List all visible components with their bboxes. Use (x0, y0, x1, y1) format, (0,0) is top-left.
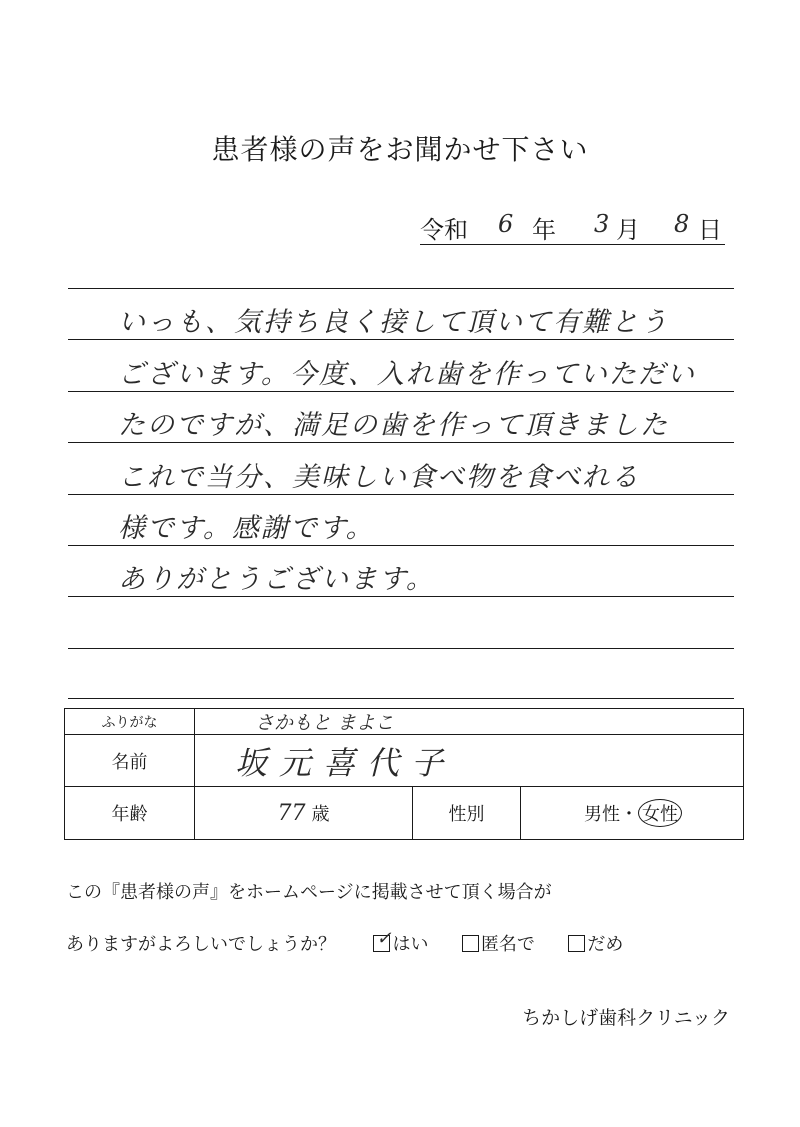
comment-area (68, 288, 734, 699)
check-mark-icon: ✓ (376, 928, 392, 949)
gender-options (521, 787, 745, 839)
date-year-value: 6 (498, 210, 514, 238)
consent-question-line1: この『患者様の声』をホームページに掲載させて頂く場合が (66, 882, 552, 903)
age-unit: 歳 (311, 804, 330, 825)
option-yes-label: はい (392, 934, 429, 955)
name-value: 坂元喜代子 (235, 743, 456, 782)
gender-female-selected: 女性 (638, 799, 682, 827)
comment-line (68, 442, 734, 493)
age-gender-row (65, 787, 743, 839)
checkbox-anonymous[interactable] (462, 935, 479, 952)
page-title: 患者様の声をお聞かせ下さい (211, 133, 589, 166)
furigana-row (65, 709, 743, 735)
consent-question-line2 (66, 930, 623, 956)
date-field (420, 208, 725, 245)
comment-text: ございます。今度、入れ歯を作っていただい (118, 358, 696, 390)
furigana-value: さかもと まよこ (255, 712, 395, 734)
gender-label: 性別 (413, 787, 521, 839)
gender-separator: ・ (620, 804, 638, 825)
comment-text: いっも、気持ち良く接して頂いて有難とう (118, 307, 669, 339)
comment-line (68, 494, 734, 545)
comment-line (68, 596, 734, 647)
comment-text: ありがとうございます。 (118, 564, 435, 596)
option-no-label: だめ (587, 934, 624, 955)
date-era: 令和 (420, 216, 468, 244)
date-month-value: 3 (594, 210, 610, 238)
comment-line (68, 545, 734, 596)
comment-text: 様です。感謝です。 (118, 512, 375, 544)
date-month-label: 月 (616, 216, 640, 244)
comment-text: これで当分、美味しい食べ物を食べれる (118, 461, 640, 493)
patient-info-table (64, 708, 744, 840)
checkbox-no[interactable] (568, 935, 585, 952)
name-row (65, 735, 743, 787)
age-label: 年齢 (65, 787, 195, 839)
age-value: 77 (277, 800, 306, 826)
checkbox-yes[interactable] (373, 928, 392, 952)
name-label: 名前 (65, 735, 195, 786)
comment-line (68, 339, 734, 390)
gender-male: 男性 (584, 804, 620, 825)
consent-question-text: ありますがよろしいでしょうか？ (66, 934, 336, 955)
date-day-label: 日 (698, 216, 722, 244)
date-year-label: 年 (532, 216, 556, 244)
date-day-value: 8 (674, 210, 690, 238)
comment-line (68, 391, 734, 442)
age-cell (195, 787, 413, 839)
furigana-label: ふりがな (65, 709, 195, 734)
clinic-name: ちかしげ歯科クリニック (522, 1007, 730, 1029)
option-anonymous-label: 匿名で (480, 934, 535, 955)
comment-text: たのですが、満足の歯を作って頂きました (118, 410, 669, 442)
comment-line (68, 648, 734, 699)
comment-line (68, 288, 734, 339)
